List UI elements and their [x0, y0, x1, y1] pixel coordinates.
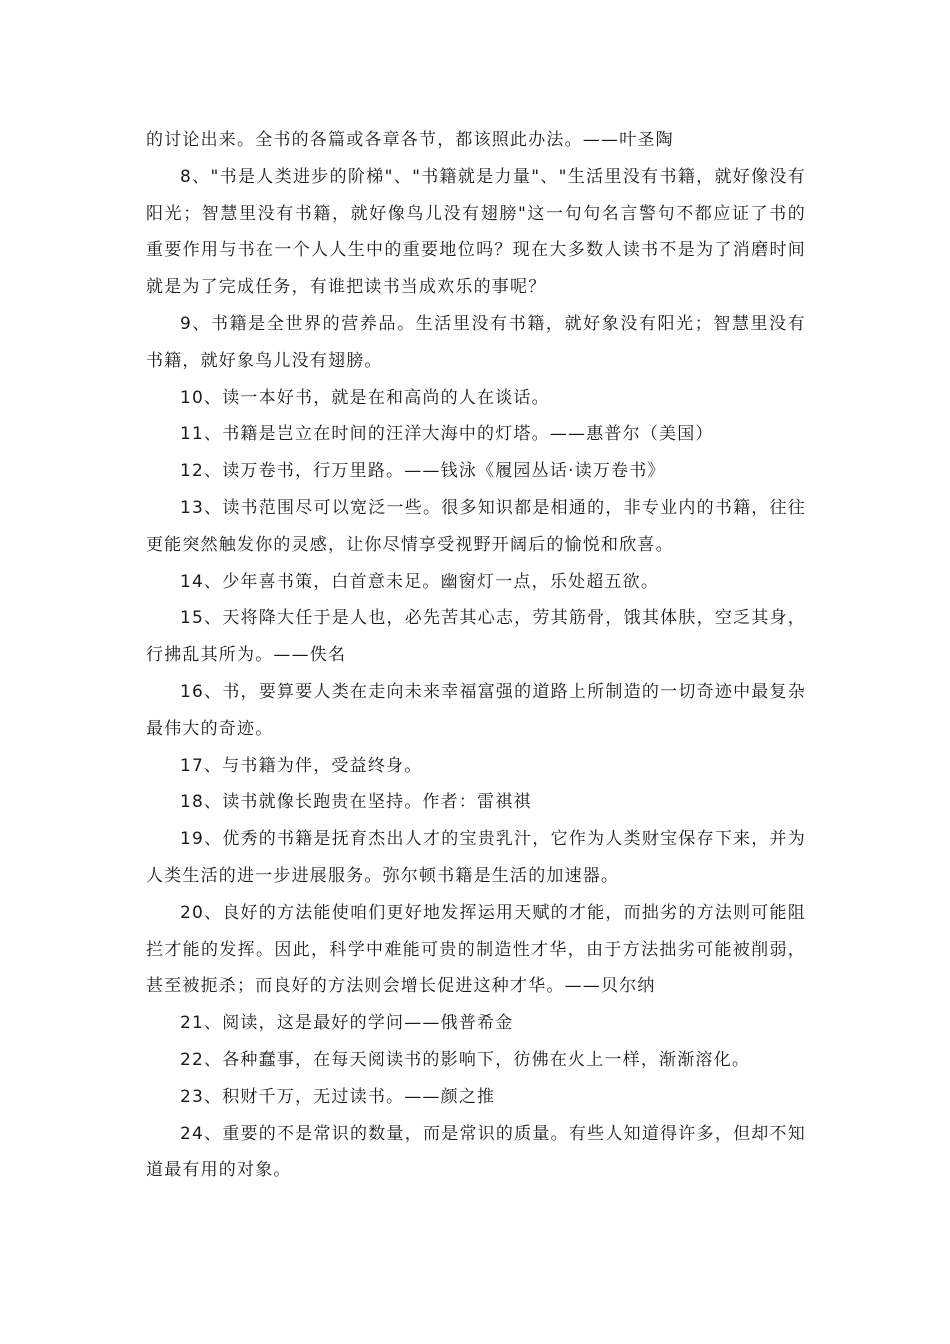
quote-item-14: 14、少年喜书策，白首意未足。幽窗灯一点，乐处超五欲。 [180, 571, 660, 592]
quote-item-21: 21、阅读，这是最好的学问——俄普希金 [180, 1013, 514, 1034]
document-body [146, 122, 806, 1189]
quote-item-11: 11、书籍是岂立在时间的汪洋大海中的灯塔。——惠普尔（美国） [180, 424, 714, 445]
quote-item-8: 8、"书是人类进步的阶梯"、"书籍就是力量"、"生活里没有书籍，就好像没有阳光；智慧里没有书籍，就好像鸟儿没有翅膀"这一句句名言警句不都应证了书的重要作用与书在一个人人生中的重要地位吗？现在大多数人读书不是为了消磨时间就是为了完成任务，有谁把读书当成欢乐的事呢？ [146, 166, 806, 298]
quote-item-9: 9、书籍是全世界的营养品。生活里没有书籍，就好象没有阳光；智慧里没有书籍，就好象鸟儿没有翅膀。 [146, 313, 806, 371]
quote-item-13: 13、读书范围尽可以宽泛一些。很多知识都是相通的，非专业内的书籍，往往更能突然触发你的灵感，让你尽情享受视野开阔后的愉悦和欣喜。 [146, 497, 806, 555]
quote-item-23: 23、积财千万，无过读书。——颜之推 [180, 1086, 496, 1107]
quote-item-15: 15、天将降大任于是人也，必先苦其心志，劳其筋骨，饿其体肤，空乏其身，行拂乱其所为。——佚名 [146, 608, 806, 666]
quote-item-17: 17、与书籍为伴，受益终身。 [180, 755, 423, 776]
quote-item-12: 12、读万卷书，行万里路。——钱泳《履园丛话·读万卷书》 [180, 461, 666, 482]
quote-item-18: 18、读书就像长跑贵在坚持。作者：雷祺祺 [180, 792, 532, 813]
quote-item-19: 19、优秀的书籍是抚育杰出人才的宝贵乳汁，它作为人类财宝保存下来，并为人类生活的进一步进展服务。弥尔顿书籍是生活的加速器。 [146, 829, 806, 886]
quote-item-24: 24、重要的不是常识的数量，而是常识的质量。有些人知道得许多，但却不知道最有用的对象。 [146, 1123, 806, 1181]
quote-item-10: 10、读一本好书，就是在和高尚的人在谈话。 [180, 387, 550, 408]
quote-item-20: 20、良好的方法能使咱们更好地发挥运用天赋的才能，而拙劣的方法则可能阻拦才能的发挥。因此，科学中难能可贵的制造性才华，由于方法拙劣可能被削弱，甚至被扼杀；而良好的方法则会增长促进这种才华。——贝尔纳 [146, 902, 806, 997]
quote-item-16: 16、书，要算要人类在走向未来幸福富强的道路上所制造的一切奇迹中最复杂最伟大的奇迹。 [146, 681, 806, 739]
quote-item-22: 22、各种蠢事，在每天阅读书的影响下，彷佛在火上一样，渐渐溶化。 [180, 1049, 751, 1070]
paragraph-continuation: 的讨论出来。全书的各篇或各章各节，都该照此办法。——叶圣陶 [146, 130, 674, 150]
